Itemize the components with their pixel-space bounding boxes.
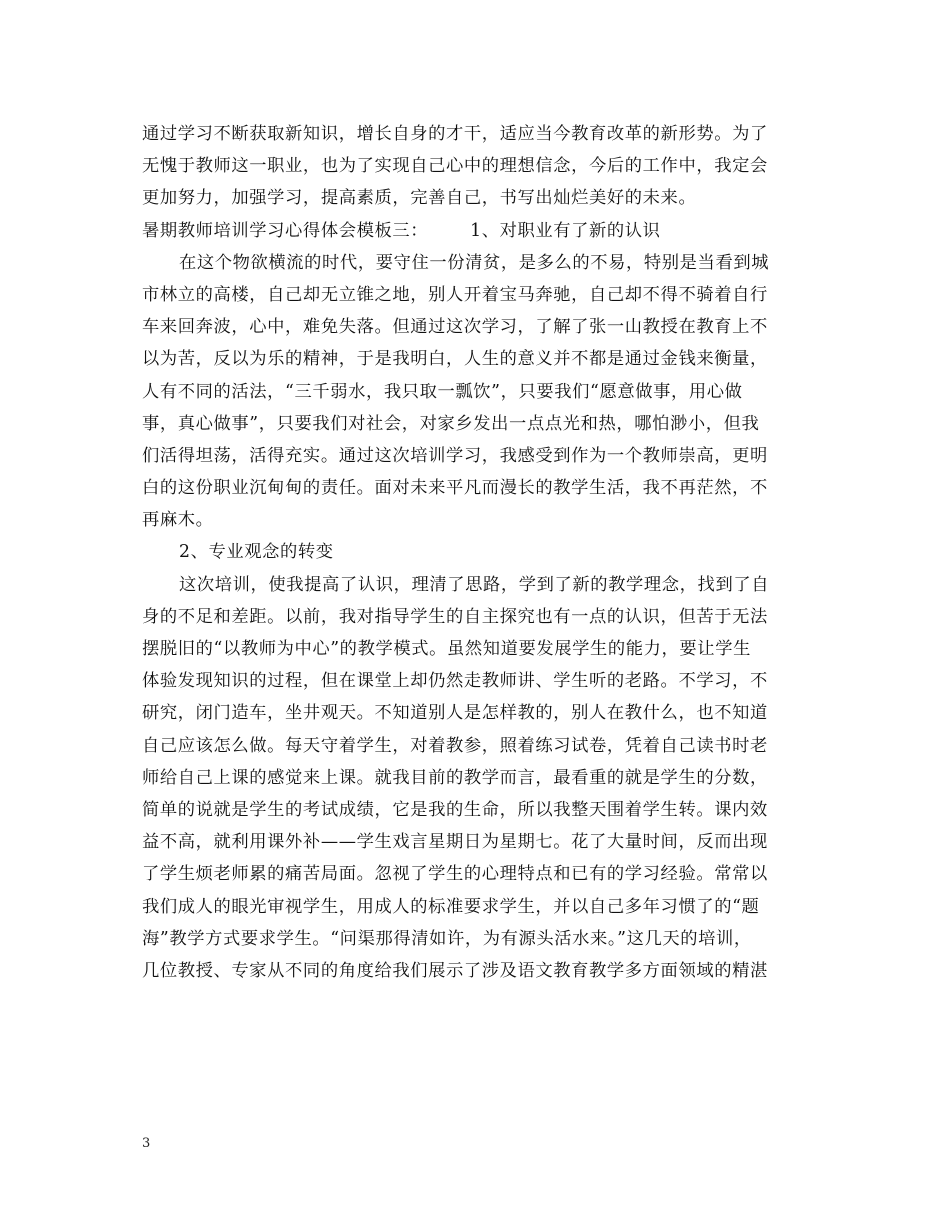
paragraph-line: 几位教授、专家从不同的角度给我们展示了涉及语文教育教学多方面领域的精湛 <box>142 960 768 981</box>
paragraph-line: 再麻木。 <box>142 510 214 531</box>
paragraph-line: 摆脱旧的“以教师为中心”的教学模式。虽然知道要发展学生的能力，要让学生 <box>142 639 751 659</box>
paragraph-line: 车来回奔波，心中，难免失落。但通过这次学习，了解了张一山教授在教育上不 <box>142 317 768 338</box>
paragraph-line: 了学生烦老师累的痛苦局面。忽视了学生的心理特点和已有的学习经验。常常以 <box>142 864 768 885</box>
paragraph-line: 无愧于教师这一职业，也为了实现自己心中的理想信念，今后的工作中，我定会 <box>142 156 768 177</box>
paragraph-line: 通过学习不断获取新知识，增长自身的才干，适应当今教育改革的新形势。为了 <box>142 124 768 144</box>
page-number: 3 <box>142 1136 151 1151</box>
paragraph-line: 更加努力，加强学习，提高素质，完善自己，书写出灿烂美好的未来。 <box>142 188 697 209</box>
paragraph-line: 事，真心做事”，只要我们对社会，对家乡发出一点点光和热，哪怕渺小，但我 <box>142 413 760 434</box>
paragraph-line: 益不高，就利用课外补——学生戏言星期日为星期七。花了大量时间，反而出现 <box>142 832 768 853</box>
heading-title: 暑期教师培训学习心得体会模板三： <box>142 220 429 241</box>
paragraph-line: 们活得坦荡，活得充实。通过这次培训学习，我感受到作为一个教师崇高，更明 <box>142 445 768 466</box>
paragraph-line: 这次培训，使我提高了认识，理清了思路，学到了新的教学理念，找到了自 <box>179 574 770 595</box>
paragraph-line: 体验发现知识的过程，但在课堂上却仍然走教师讲、学生听的老路。不学习，不 <box>142 671 768 692</box>
paragraph-line: 市林立的高楼，自己却无立锥之地，别人开着宝马奔驰，自己却不得不骑着自行 <box>142 284 768 305</box>
paragraph-line: 我们成人的眼光审视学生，用成人的标准要求学生，并以自己多年习惯了的“题 <box>142 896 760 917</box>
paragraph-line: 简单的说就是学生的考试成绩，它是我的生命，所以我整天围着学生转。课内效 <box>142 799 768 820</box>
paragraph-line: 在这个物欲横流的时代，要守住一份清贫，是多么的不易，特别是当看到城 <box>179 252 770 273</box>
heading-subtitle: 1、对职业有了新的认识 <box>470 220 661 241</box>
section-heading <box>142 215 822 247</box>
section2-heading: 2、专业观念的转变 <box>179 542 334 563</box>
paragraph-line: 以为苦，反以为乐的精神，于是我明白，人生的意义并不都是通过金钱来衡量， <box>142 349 768 370</box>
paragraph-line: 身的不足和差距。以前，我对指导学生的自主探究也有一点的认识，但苦于无法 <box>142 606 768 627</box>
paragraph-line: 海”教学方式要求学生。“问渠那得清如许，为有源头活水来。”这几天的培训， <box>142 928 752 949</box>
paragraph-line: 研究，闭门造车，坐井观天。不知道别人是怎样教的，别人在教什么，也不知道 <box>142 703 768 724</box>
paragraph-line: 人有不同的活法，“三千弱水，我只取一瓢饮”，只要我们“愿意做事，用心做 <box>142 381 743 402</box>
paragraph-line: 白的这份职业沉甸甸的责任。面对未来平凡而漫长的教学生活，我不再茫然，不 <box>142 478 768 499</box>
paragraph-line: 自己应该怎么做。每天守着学生，对着教参，照着练习试卷，凭着自己读书时老 <box>142 735 768 756</box>
paragraph-line: 师给自己上课的感觉来上课。就我目前的教学而言，最看重的就是学生的分数， <box>142 767 768 788</box>
document-page <box>142 118 822 987</box>
